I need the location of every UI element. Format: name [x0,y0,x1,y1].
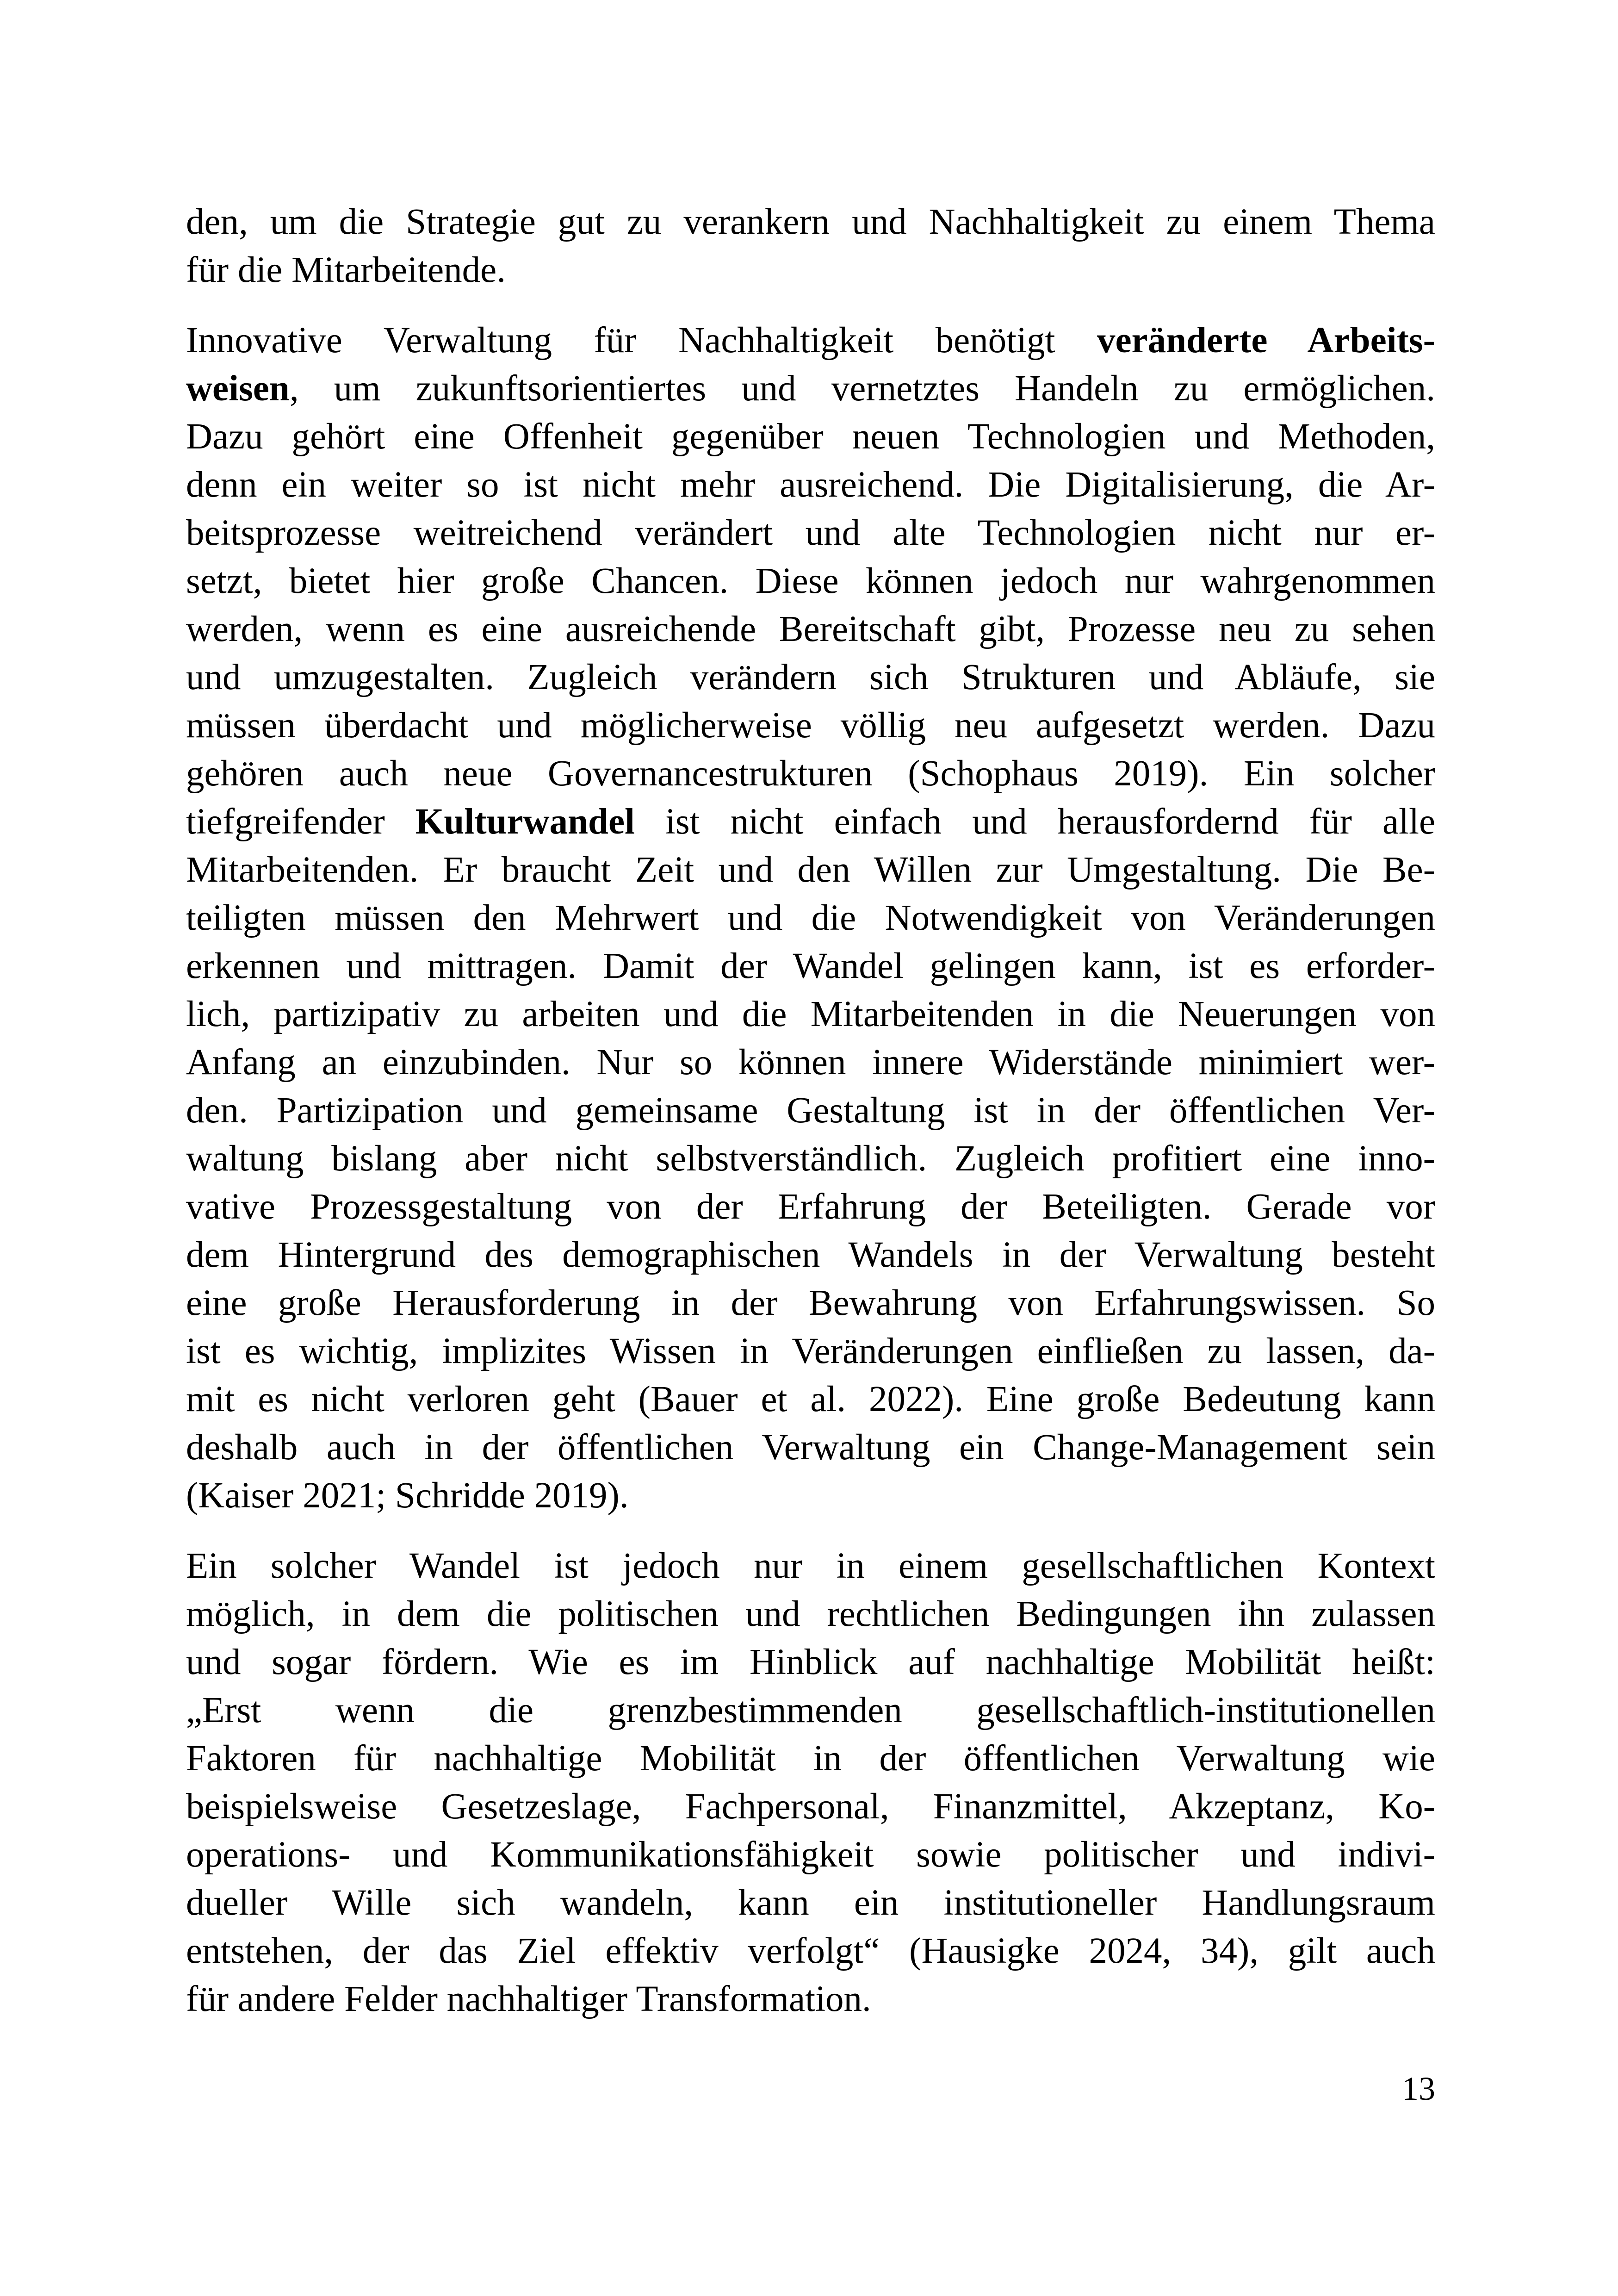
text-run: für die Mitarbeitende. [186,250,506,290]
text-line [186,653,1435,702]
bold-term: veränderte Arbeits- [1097,320,1435,361]
text-run: möglich, in dem die politischen und rechtlichen Bedingungen ihn zulassen [186,1594,1435,1634]
paragraph [186,1542,1435,2023]
text-run: Faktoren für nachhaltige Mobilität in der öffentlichen Verwaltung wie [186,1738,1435,1779]
text-line [186,1279,1435,1327]
text-line [186,1879,1435,1927]
text-run: Ein solcher Wandel ist jedoch nur in einem gesellschaftlichen Kontext [186,1546,1435,1586]
text-line [186,1975,1435,2023]
text-line [186,413,1435,461]
text-run: Innovative Verwaltung für Nachhaltigkeit benötigt [186,320,1097,361]
text-line [186,317,1435,365]
text-run: mit es nicht verloren geht (Bauer et al. 2022). Eine große Bedeutung kann [186,1379,1435,1419]
text-run: waltung bislang aber nicht selbstverständlich. Zugleich profitiert eine inno- [186,1139,1435,1179]
text-run: dueller Wille sich wandeln, kann ein institutioneller Handlungsraum [186,1883,1435,1923]
text-line [186,1375,1435,1424]
text-line [186,1183,1435,1231]
text-line [186,1472,1435,1520]
paragraph [186,198,1435,294]
page-number: 13 [1402,2070,1435,2107]
text-line [186,1327,1435,1375]
paragraph-gap [186,294,1435,317]
text-line [186,846,1435,894]
text-line [186,365,1435,413]
text-line [186,509,1435,557]
text-run: für andere Felder nachhaltiger Transformation. [186,1979,871,2019]
text-line [186,1590,1435,1638]
text-line [186,557,1435,605]
text-line [186,1039,1435,1087]
paragraph-gap [186,1520,1435,1542]
text-line [186,1542,1435,1590]
text-run: tiefgreifender [186,802,415,842]
text-line [186,605,1435,653]
text-line [186,1135,1435,1183]
text-run: müssen überdacht und möglicherweise völlig neu aufgesetzt werden. Dazu [186,705,1435,746]
text-run: „Erst wenn die grenzbestimmenden gesellschaftlich-institutionellen [186,1690,1435,1730]
text-run: den. Partizipation und gemeinsame Gestaltung ist in der öffentlichen Ver- [186,1090,1435,1131]
body-text [186,198,1435,2023]
text-line [186,1424,1435,1472]
text-run: werden, wenn es eine ausreichende Bereitschaft gibt, Prozesse neu zu sehen [186,609,1435,649]
text-line [186,198,1435,246]
text-run: vative Prozessgestaltung von der Erfahrung der Beteiligten. Gerade vor [186,1187,1435,1227]
paragraph [186,317,1435,1520]
text-line [186,702,1435,750]
text-run: beitsprozesse weitreichend verändert und alte Technologien nicht nur er- [186,513,1435,553]
text-run: den, um die Strategie gut zu verankern und Nachhaltigkeit zu einem Thema [186,202,1435,242]
text-line [186,1831,1435,1879]
text-run: (Kaiser 2021; Schridde 2019). [186,1475,629,1516]
text-line [186,894,1435,942]
text-run: gehören auch neue Governancestrukturen (Schophaus 2019). Ein solcher [186,753,1435,794]
text-line [186,1735,1435,1783]
bold-term: Kulturwandel [415,802,635,842]
text-line [186,1087,1435,1135]
text-run: operations- und Kommunikationsfähigkeit sowie politischer und indivi- [186,1835,1435,1875]
text-run: ist nicht einfach und herausfordernd für alle [634,802,1436,842]
text-line [186,942,1435,990]
text-run: und umzugestalten. Zugleich verändern sich Strukturen und Abläufe, sie [186,657,1435,697]
text-line [186,1927,1435,1975]
text-run: beispielsweise Gesetzeslage, Fachpersonal, Finanzmittel, Akzeptanz, Ko- [186,1786,1435,1827]
text-run: eine große Herausforderung in der Bewahrung von Erfahrungswissen. So [186,1283,1435,1323]
text-line [186,990,1435,1039]
text-line [186,246,1435,294]
text-line [186,1638,1435,1686]
text-line [186,1231,1435,1279]
text-run: , um zukunftsorientiertes und vernetztes Handeln zu ermöglichen. [289,368,1435,409]
text-line [186,1783,1435,1831]
text-run: Anfang an einzubinden. Nur so können innere Widerstände minimiert wer- [186,1042,1435,1083]
text-run: erkennen und mittragen. Damit der Wandel gelingen kann, ist es erforder- [186,946,1435,986]
text-run: deshalb auch in der öffentlichen Verwaltung ein Change-Management sein [186,1427,1435,1468]
text-line [186,461,1435,509]
text-run: entstehen, der das Ziel effektiv verfolgt“ (Hausigke 2024, 34), gilt auch [186,1931,1435,1971]
text-run: setzt, bietet hier große Chancen. Diese können jedoch nur wahrgenommen [186,561,1435,601]
text-run: lich, partizipativ zu arbeiten und die Mitarbeitenden in die Neuerungen von [186,994,1435,1034]
text-line [186,750,1435,798]
text-run: teiligten müssen den Mehrwert und die Notwendigkeit von Veränderungen [186,898,1435,938]
text-line [186,798,1435,846]
bold-term: weisen [186,368,290,409]
text-run: ist es wichtig, implizites Wissen in Veränderungen einfließen zu lassen, da- [186,1331,1435,1371]
text-run: Dazu gehört eine Offenheit gegenüber neuen Technologien und Methoden, [186,417,1435,457]
text-run: dem Hintergrund des demographischen Wandels in der Verwaltung besteht [186,1235,1435,1275]
text-line [186,1686,1435,1735]
text-run: Mitarbeitenden. Er braucht Zeit und den Willen zur Umgestaltung. Die Be- [186,850,1435,890]
text-run: und sogar fördern. Wie es im Hinblick auf nachhaltige Mobilität heißt: [186,1642,1435,1682]
text-run: denn ein weiter so ist nicht mehr ausreichend. Die Digitalisierung, die Ar- [186,465,1435,505]
